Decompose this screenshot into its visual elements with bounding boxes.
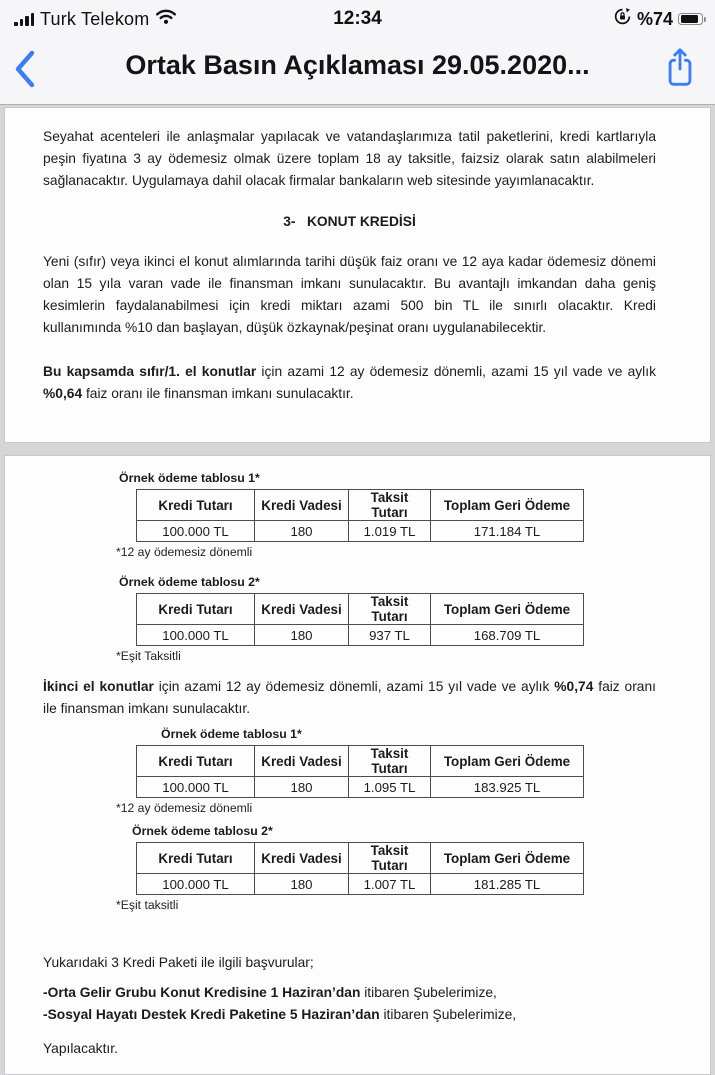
table-header-cell: Kredi Vadesi <box>255 843 349 874</box>
nav-bar <box>0 34 715 104</box>
status-bar <box>0 0 715 34</box>
table-header-cell: Taksit Tutarı <box>349 490 431 521</box>
back-button[interactable] <box>10 48 40 90</box>
table-footnote-2: *Eşit Taksitli <box>116 649 181 663</box>
paragraph-travel-agencies: Seyahat acenteleri ile anlaşmalar yapılacak ve vatandaşlarımıza tatil paketlerini, kredi kartlarıyla peşin fiyatına 3 ay ödemesiz olmak üzere toplam 18 ay taksitle, faizsiz olarak satın alabilmeleri sağlanacaktır. Uygulamaya dahil olacak firmalar bankaların web sitesinde yayımlanacaktır. <box>43 129 656 188</box>
rotation-lock-icon <box>613 7 632 31</box>
application-item-2: -Sosyal Hayatı Destek Kredi Paketine 5 Haziran’dan itibaren Şubelerimize, <box>43 1007 517 1022</box>
table-cell: 180 <box>255 521 349 542</box>
paragraph-second-hand: İkinci el konutlar için azami 12 ay ödemesiz dönemli, azami 15 yıl vade ve aylık %0,74 faiz oranı ile finansman imkanı sunulacaktır. <box>43 679 656 716</box>
application-item-1: -Orta Gelir Grubu Konut Kredisine 1 Haziran’dan itibaren Şubelerimize, <box>43 985 497 1000</box>
table-cell: 168.709 TL <box>431 625 584 646</box>
table-cell: 100.000 TL <box>137 625 255 646</box>
section-heading-konut-kredisi: 3- KONUT KREDİSİ <box>283 214 416 229</box>
battery-percent-label: %74 <box>636 8 673 29</box>
table-header-cell: Kredi Tutarı <box>137 490 255 521</box>
table-header-cell: Kredi Vadesi <box>255 490 349 521</box>
table-cell: 100.000 TL <box>137 521 255 542</box>
table-label-3: Örnek ödeme tablosu 1* <box>161 727 302 741</box>
status-time: 12:34 <box>333 8 382 29</box>
loan-table-1 <box>136 489 584 542</box>
table-cell: 100.000 TL <box>137 874 255 895</box>
table-header-cell: Toplam Geri Ödeme <box>431 594 584 625</box>
share-button[interactable] <box>663 46 697 90</box>
table-header-cell: Kredi Tutarı <box>137 594 255 625</box>
applications-block <box>5 952 710 1060</box>
document-title: Ortak Basın Açıklaması 29.05.2020... <box>125 50 590 80</box>
table-cell: 180 <box>255 874 349 895</box>
closing-line: Yapılacaktır. <box>43 1041 118 1056</box>
table-footnote-4: *Eşit taksitli <box>116 898 179 912</box>
table-footnote-3: *12 ay ödemesiz dönemli <box>116 801 253 815</box>
table-cell: 937 TL <box>349 625 431 646</box>
table-header-cell: Taksit Tutarı <box>349 594 431 625</box>
table-cell: 180 <box>255 625 349 646</box>
paragraph-housing-loan: Yeni (sıfır) veya ikinci el konut alımlarında tarihi düşük faiz oranı ve 12 aya kadar ödemesiz dönemi olan 15 yıla varan vade ile finansman imkanı sunulacaktır. Bu avantajlı imkandan daha geniş kesimlerin faydalanabilmesi için kredi miktarı azami 500 bin TL ile sınırlı olacaktır. Kredi kullanımında %10 dan başlayan, düşük özkaynak/peşinat oranı uygulanabilecektir. <box>43 254 656 335</box>
table-cell: 171.184 TL <box>431 521 584 542</box>
table-header-cell: Kredi Tutarı <box>137 843 255 874</box>
applications-intro: Yukarıdaki 3 Kredi Paketi ile ilgili başvurular; <box>43 955 314 970</box>
paragraph-zero-first-hand: Bu kapsamda sıfır/1. el konutlar için azami 12 ay ödemesiz dönemli, azami 15 yıl vade ve aylık %0,64 faiz oranı ile finansman imkanı sunulacaktır. <box>43 364 656 401</box>
loan-table-2 <box>136 593 584 646</box>
table-header-cell: Toplam Geri Ödeme <box>431 490 584 521</box>
table-header-cell: Taksit Tutarı <box>349 843 431 874</box>
table-label-4: Örnek ödeme tablosu 2* <box>132 824 273 838</box>
table-cell: 1.095 TL <box>349 777 431 798</box>
table-header-cell: Kredi Tutarı <box>137 746 255 777</box>
table-cell: 1.019 TL <box>349 521 431 542</box>
table-header-cell: Toplam Geri Ödeme <box>431 843 584 874</box>
table-header-cell: Kredi Vadesi <box>255 594 349 625</box>
pdf-page-1[interactable] <box>4 107 711 443</box>
table-label-1: Örnek ödeme tablosu 1* <box>119 471 260 485</box>
table-cell: 100.000 TL <box>137 777 255 798</box>
table-cell: 180 <box>255 777 349 798</box>
loan-table-3 <box>136 745 584 798</box>
pdf-page-2[interactable] <box>4 455 711 1075</box>
table-header-cell: Toplam Geri Ödeme <box>431 746 584 777</box>
table-header-cell: Kredi Vadesi <box>255 746 349 777</box>
loan-table-4 <box>136 842 584 895</box>
table-footnote-1: *12 ay ödemesiz dönemli <box>116 545 253 559</box>
table-cell: 183.925 TL <box>431 777 584 798</box>
table-header-cell: Taksit Tutarı <box>349 746 431 777</box>
table-label-2: Örnek ödeme tablosu 2* <box>119 575 260 589</box>
table-cell: 1.007 TL <box>349 874 431 895</box>
table-cell: 181.285 TL <box>431 874 584 895</box>
carrier-label: Turk Telekom <box>40 8 150 29</box>
battery-icon <box>678 13 703 26</box>
top-chrome <box>0 0 715 104</box>
